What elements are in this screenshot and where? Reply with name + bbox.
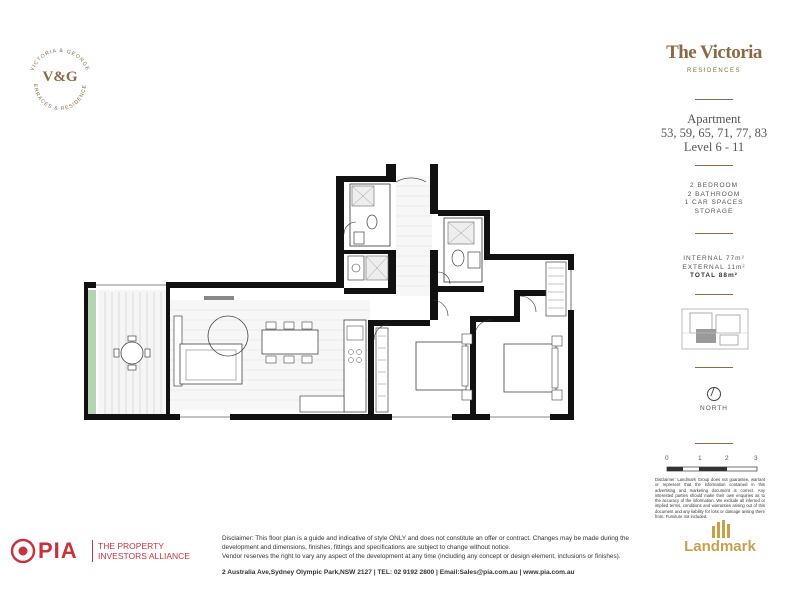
brand-subtitle: RESIDENCES <box>686 68 741 74</box>
footer-disclaimer <box>222 534 652 562</box>
divider <box>695 367 733 368</box>
north-arrow-icon <box>706 386 722 402</box>
key-plan-thumbnail <box>676 303 754 355</box>
footer-disclaimer-line2: development and dimensions, finishes, fittings and specifications are subject to change without notice. <box>222 544 511 552</box>
divider <box>695 443 733 444</box>
footer-contact: 2 Australia Ave,Sydney Olympic Park,NSW 2127 | TEL: 02 9192 2800 | Email:Sales@pia.com.au | www.pia.com.au <box>222 569 575 576</box>
area-total: TOTAL 88m² <box>690 272 738 280</box>
pia-divider <box>92 540 93 562</box>
footer-disclaimer-line1: Disclaimer: This floor plan is a guide and indicative of style ONLY and does not constitute an offer or contract. Changes may be made during the <box>222 535 629 542</box>
feature-bedroom: 2 BEDROOM <box>689 182 738 189</box>
badge-ring-bottom: ERRACES & RESIDENCE <box>31 83 89 113</box>
pia-tagline <box>98 541 190 561</box>
divider <box>695 99 733 100</box>
feature-list <box>630 182 798 216</box>
pia-tagline-line2: INVESTORS ALLIANCE <box>98 551 190 561</box>
divider <box>695 165 733 166</box>
landmark-logo <box>670 520 780 560</box>
brand-title: The Victoria <box>666 42 762 63</box>
apartment-numbers: 53, 59, 65, 71, 77, 83 <box>660 126 768 140</box>
area-internal: INTERNAL 77m² <box>683 255 745 262</box>
scale-bar <box>665 455 765 477</box>
feature-storage: STORAGE <box>694 207 734 215</box>
pia-tagline-line1: THE PROPERTY <box>98 541 164 551</box>
scale-tick-2: 2 <box>725 455 729 462</box>
pia-logo <box>10 538 90 564</box>
floor-plan <box>84 164 584 424</box>
scale-tick-1: 1 <box>698 455 702 462</box>
right-disclaimer: Disclaimer: Landmark Group does not guarantee, warrant or represent that the information contained in this advertising and marketing document is correct. Any interested parties should make their own enquiries as to the accuracy of the information. We exclude all inferred or implied terms, conditions and warranties arising out of this document and any liability for loss or damage arising there from. Furniture not included. <box>655 477 765 520</box>
landmark-name: Landmark <box>684 538 756 555</box>
area-external: EXTERNAL 11m² <box>682 263 746 271</box>
badge-text: V&G <box>42 69 78 85</box>
apartment-level: Level 6 - 11 <box>683 140 745 154</box>
brand-badge <box>20 40 100 120</box>
scale-tick-3: 3 <box>754 455 758 462</box>
scale-tick-0: 0 <box>665 455 669 462</box>
footer-disclaimer-line3: Vendor reserves the right to vary any aspect of the development at any time (including any concept or design element, inclusions or finishes). <box>222 553 621 561</box>
feature-bathroom: 2 BATHROOM <box>687 190 741 198</box>
area-list <box>630 255 798 281</box>
pia-name: PIA <box>38 538 78 563</box>
badge-ring-top: VICTORIA & GEORGE <box>29 47 91 73</box>
apartment-label: Apartment <box>687 112 741 126</box>
divider <box>695 233 733 234</box>
north-label: NORTH <box>700 405 728 412</box>
divider <box>695 294 733 295</box>
feature-car-spaces: 1 CAR SPACES <box>684 199 744 207</box>
